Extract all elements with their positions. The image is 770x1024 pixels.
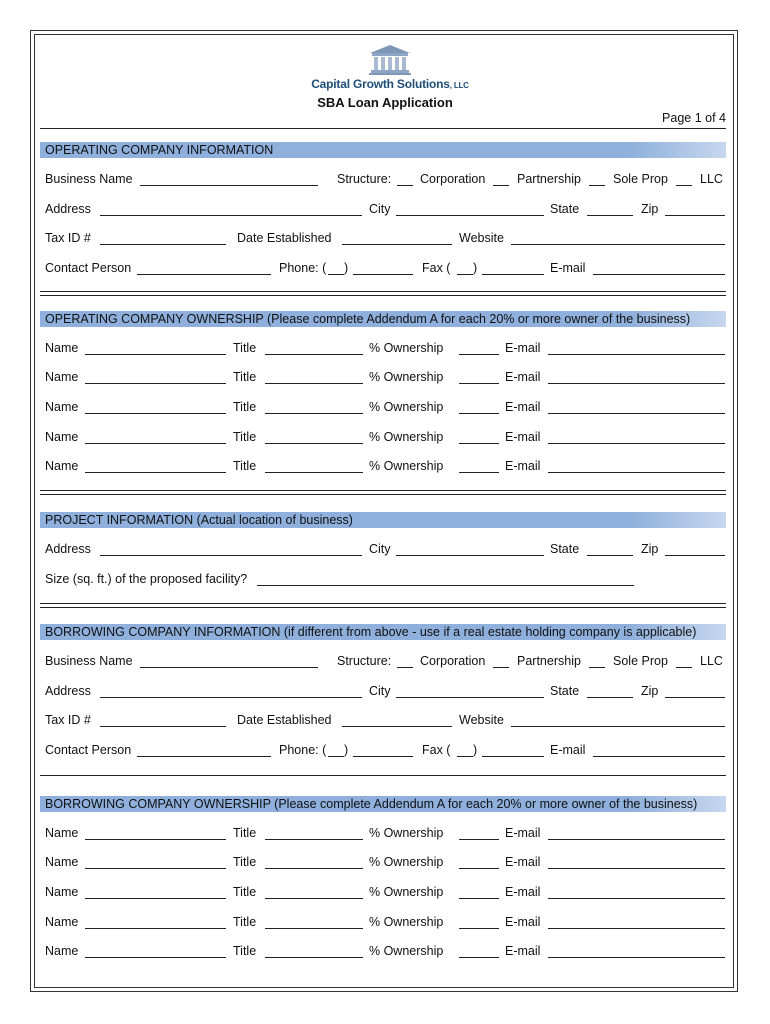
fax-field[interactable]: [482, 274, 544, 275]
row-business-name: Business Name Structure: Corporation Partnership Sole Prop LLC: [45, 172, 723, 186]
borrowing-website-field[interactable]: [511, 726, 725, 727]
page-number: Page 1 of 4: [662, 111, 726, 125]
borrowing-owner-name-field[interactable]: [85, 868, 226, 869]
owner-title-field[interactable]: [265, 413, 363, 414]
borrowing-owner-ownership-field[interactable]: [459, 957, 499, 958]
borrowing-owner-title-field[interactable]: [265, 898, 363, 899]
borrowing-phone-area-code-field[interactable]: [328, 756, 344, 757]
owner-email-field[interactable]: [548, 413, 725, 414]
divider: [40, 128, 726, 129]
owner-name-field[interactable]: [85, 383, 226, 384]
section-header-operating-ownership: OPERATING COMPANY OWNERSHIP (Please complete Addendum A for each 20% or more owner of the business): [40, 311, 726, 327]
owner-ownership-field[interactable]: [459, 443, 499, 444]
borrowing-owner-name-field[interactable]: [85, 839, 226, 840]
borrowing-email-field[interactable]: [593, 756, 725, 757]
row-borrowing-contact: Contact Person Phone: ( ) Fax ( ) E-mail: [45, 743, 725, 759]
project-state-field[interactable]: [587, 555, 633, 556]
borrowing-address-field[interactable]: [100, 697, 362, 698]
borrowing-owner-email-field[interactable]: [548, 957, 725, 958]
row-tax-id: Tax ID # Date Established Website: [45, 231, 725, 247]
corporation-checkbox[interactable]: [397, 185, 413, 186]
owner-row: Name Title % Ownership E-mail: [45, 459, 725, 475]
website-field[interactable]: [511, 244, 725, 245]
company-logo: [300, 44, 480, 96]
city-field[interactable]: [396, 215, 544, 216]
owner-title-field[interactable]: [265, 354, 363, 355]
phone-field[interactable]: [353, 274, 413, 275]
borrowing-owner-title-field[interactable]: [265, 957, 363, 958]
owner-ownership-field[interactable]: [459, 472, 499, 473]
project-city-field[interactable]: [396, 555, 544, 556]
borrowing-owner-title-field[interactable]: [265, 928, 363, 929]
sole-prop-checkbox[interactable]: [589, 185, 605, 186]
facility-size-field[interactable]: [257, 585, 634, 586]
borrowing-owner-email-field[interactable]: [548, 928, 725, 929]
section-header-project-info: PROJECT INFORMATION (Actual location of business): [40, 512, 726, 528]
borrowing-fax-field[interactable]: [482, 756, 544, 757]
borrowing-owner-row: Name Title % Ownership E-mail: [45, 855, 725, 871]
project-address-field[interactable]: [100, 555, 362, 556]
row-contact: Contact Person Phone: ( ) Fax ( ) E-mail: [45, 261, 725, 277]
owner-title-field[interactable]: [265, 472, 363, 473]
borrowing-owner-name-field[interactable]: [85, 957, 226, 958]
borrowing-owner-row: Name Title % Ownership E-mail: [45, 826, 725, 842]
row-address: Address City State Zip: [45, 202, 725, 218]
borrowing-contact-person-field[interactable]: [137, 756, 271, 757]
section-divider: [40, 775, 726, 776]
section-divider: [40, 603, 726, 608]
borrowing-city-field[interactable]: [396, 697, 544, 698]
borrowing-llc-checkbox[interactable]: [676, 667, 692, 668]
fax-area-code-field[interactable]: [457, 274, 473, 275]
borrowing-owner-email-field[interactable]: [548, 898, 725, 899]
zip-field[interactable]: [665, 215, 725, 216]
business-name-field[interactable]: [140, 185, 318, 186]
owner-name-field[interactable]: [85, 354, 226, 355]
borrowing-owner-row: Name Title % Ownership E-mail: [45, 944, 725, 960]
row-project-address: Address City State Zip: [45, 542, 725, 558]
owner-name-field[interactable]: [85, 472, 226, 473]
borrowing-tax-id-field[interactable]: [100, 726, 226, 727]
borrowing-date-established-field[interactable]: [342, 726, 452, 727]
owner-row: Name Title % Ownership E-mail: [45, 430, 725, 446]
owner-row: Name Title % Ownership E-mail: [45, 400, 725, 416]
owner-title-field[interactable]: [265, 443, 363, 444]
borrowing-owner-email-field[interactable]: [548, 839, 725, 840]
owner-email-field[interactable]: [548, 472, 725, 473]
partnership-checkbox[interactable]: [493, 185, 509, 186]
document-title: SBA Loan Application: [317, 95, 453, 110]
owner-row: Name Title % Ownership E-mail: [45, 370, 725, 386]
owner-name-field[interactable]: [85, 413, 226, 414]
section-header-borrowing-ownership: BORROWING COMPANY OWNERSHIP (Please complete Addendum A for each 20% or more owner of the business): [40, 796, 726, 812]
row-borrowing-address: Address City State Zip: [45, 684, 725, 700]
borrowing-corporation-checkbox[interactable]: [397, 667, 413, 668]
owner-email-field[interactable]: [548, 383, 725, 384]
building-columns-icon: [366, 44, 414, 76]
borrowing-owner-ownership-field[interactable]: [459, 898, 499, 899]
phone-area-code-field[interactable]: [328, 274, 344, 275]
address-field[interactable]: [100, 215, 362, 216]
borrowing-owner-ownership-field[interactable]: [459, 868, 499, 869]
borrowing-owner-title-field[interactable]: [265, 839, 363, 840]
borrowing-fax-area-code-field[interactable]: [457, 756, 473, 757]
borrowing-owner-row: Name Title % Ownership E-mail: [45, 915, 725, 931]
row-facility-size: Size (sq. ft.) of the proposed facility?: [45, 572, 725, 588]
owner-email-field[interactable]: [548, 443, 725, 444]
owner-email-field[interactable]: [548, 354, 725, 355]
owner-ownership-field[interactable]: [459, 413, 499, 414]
owner-name-field[interactable]: [85, 443, 226, 444]
project-zip-field[interactable]: [665, 555, 725, 556]
borrowing-sole-prop-checkbox[interactable]: [589, 667, 605, 668]
section-header-borrowing-info: BORROWING COMPANY INFORMATION (if different from above - use if a real estate holding company is applicable): [40, 624, 726, 640]
borrowing-business-name-field[interactable]: [140, 667, 318, 668]
state-field[interactable]: [587, 215, 633, 216]
borrowing-owner-ownership-field[interactable]: [459, 839, 499, 840]
borrowing-owner-row: Name Title % Ownership E-mail: [45, 885, 725, 901]
owner-ownership-field[interactable]: [459, 354, 499, 355]
row-borrowing-business-name: Business Name Structure: Corporation Partnership Sole Prop LLC: [45, 654, 723, 668]
borrowing-owner-email-field[interactable]: [548, 868, 725, 869]
borrowing-state-field[interactable]: [587, 697, 633, 698]
borrowing-zip-field[interactable]: [665, 697, 725, 698]
owner-ownership-field[interactable]: [459, 383, 499, 384]
tax-id-field[interactable]: [100, 244, 226, 245]
borrowing-owner-title-field[interactable]: [265, 868, 363, 869]
borrowing-owner-name-field[interactable]: [85, 898, 226, 899]
section-divider: [40, 490, 726, 495]
date-established-field[interactable]: [342, 244, 452, 245]
section-divider: [40, 291, 726, 296]
email-field[interactable]: [593, 274, 725, 275]
llc-checkbox[interactable]: [676, 185, 692, 186]
section-header-operating-info: OPERATING COMPANY INFORMATION: [40, 142, 726, 158]
borrowing-phone-field[interactable]: [353, 756, 413, 757]
borrowing-owner-ownership-field[interactable]: [459, 928, 499, 929]
borrowing-partnership-checkbox[interactable]: [493, 667, 509, 668]
borrowing-owner-name-field[interactable]: [85, 928, 226, 929]
row-borrowing-tax-id: Tax ID # Date Established Website: [45, 713, 725, 729]
owner-row: Name Title % Ownership E-mail: [45, 341, 725, 357]
contact-person-field[interactable]: [137, 274, 271, 275]
owner-title-field[interactable]: [265, 383, 363, 384]
logo-wordmark: Capital Growth Solutions, LLC: [311, 77, 469, 91]
